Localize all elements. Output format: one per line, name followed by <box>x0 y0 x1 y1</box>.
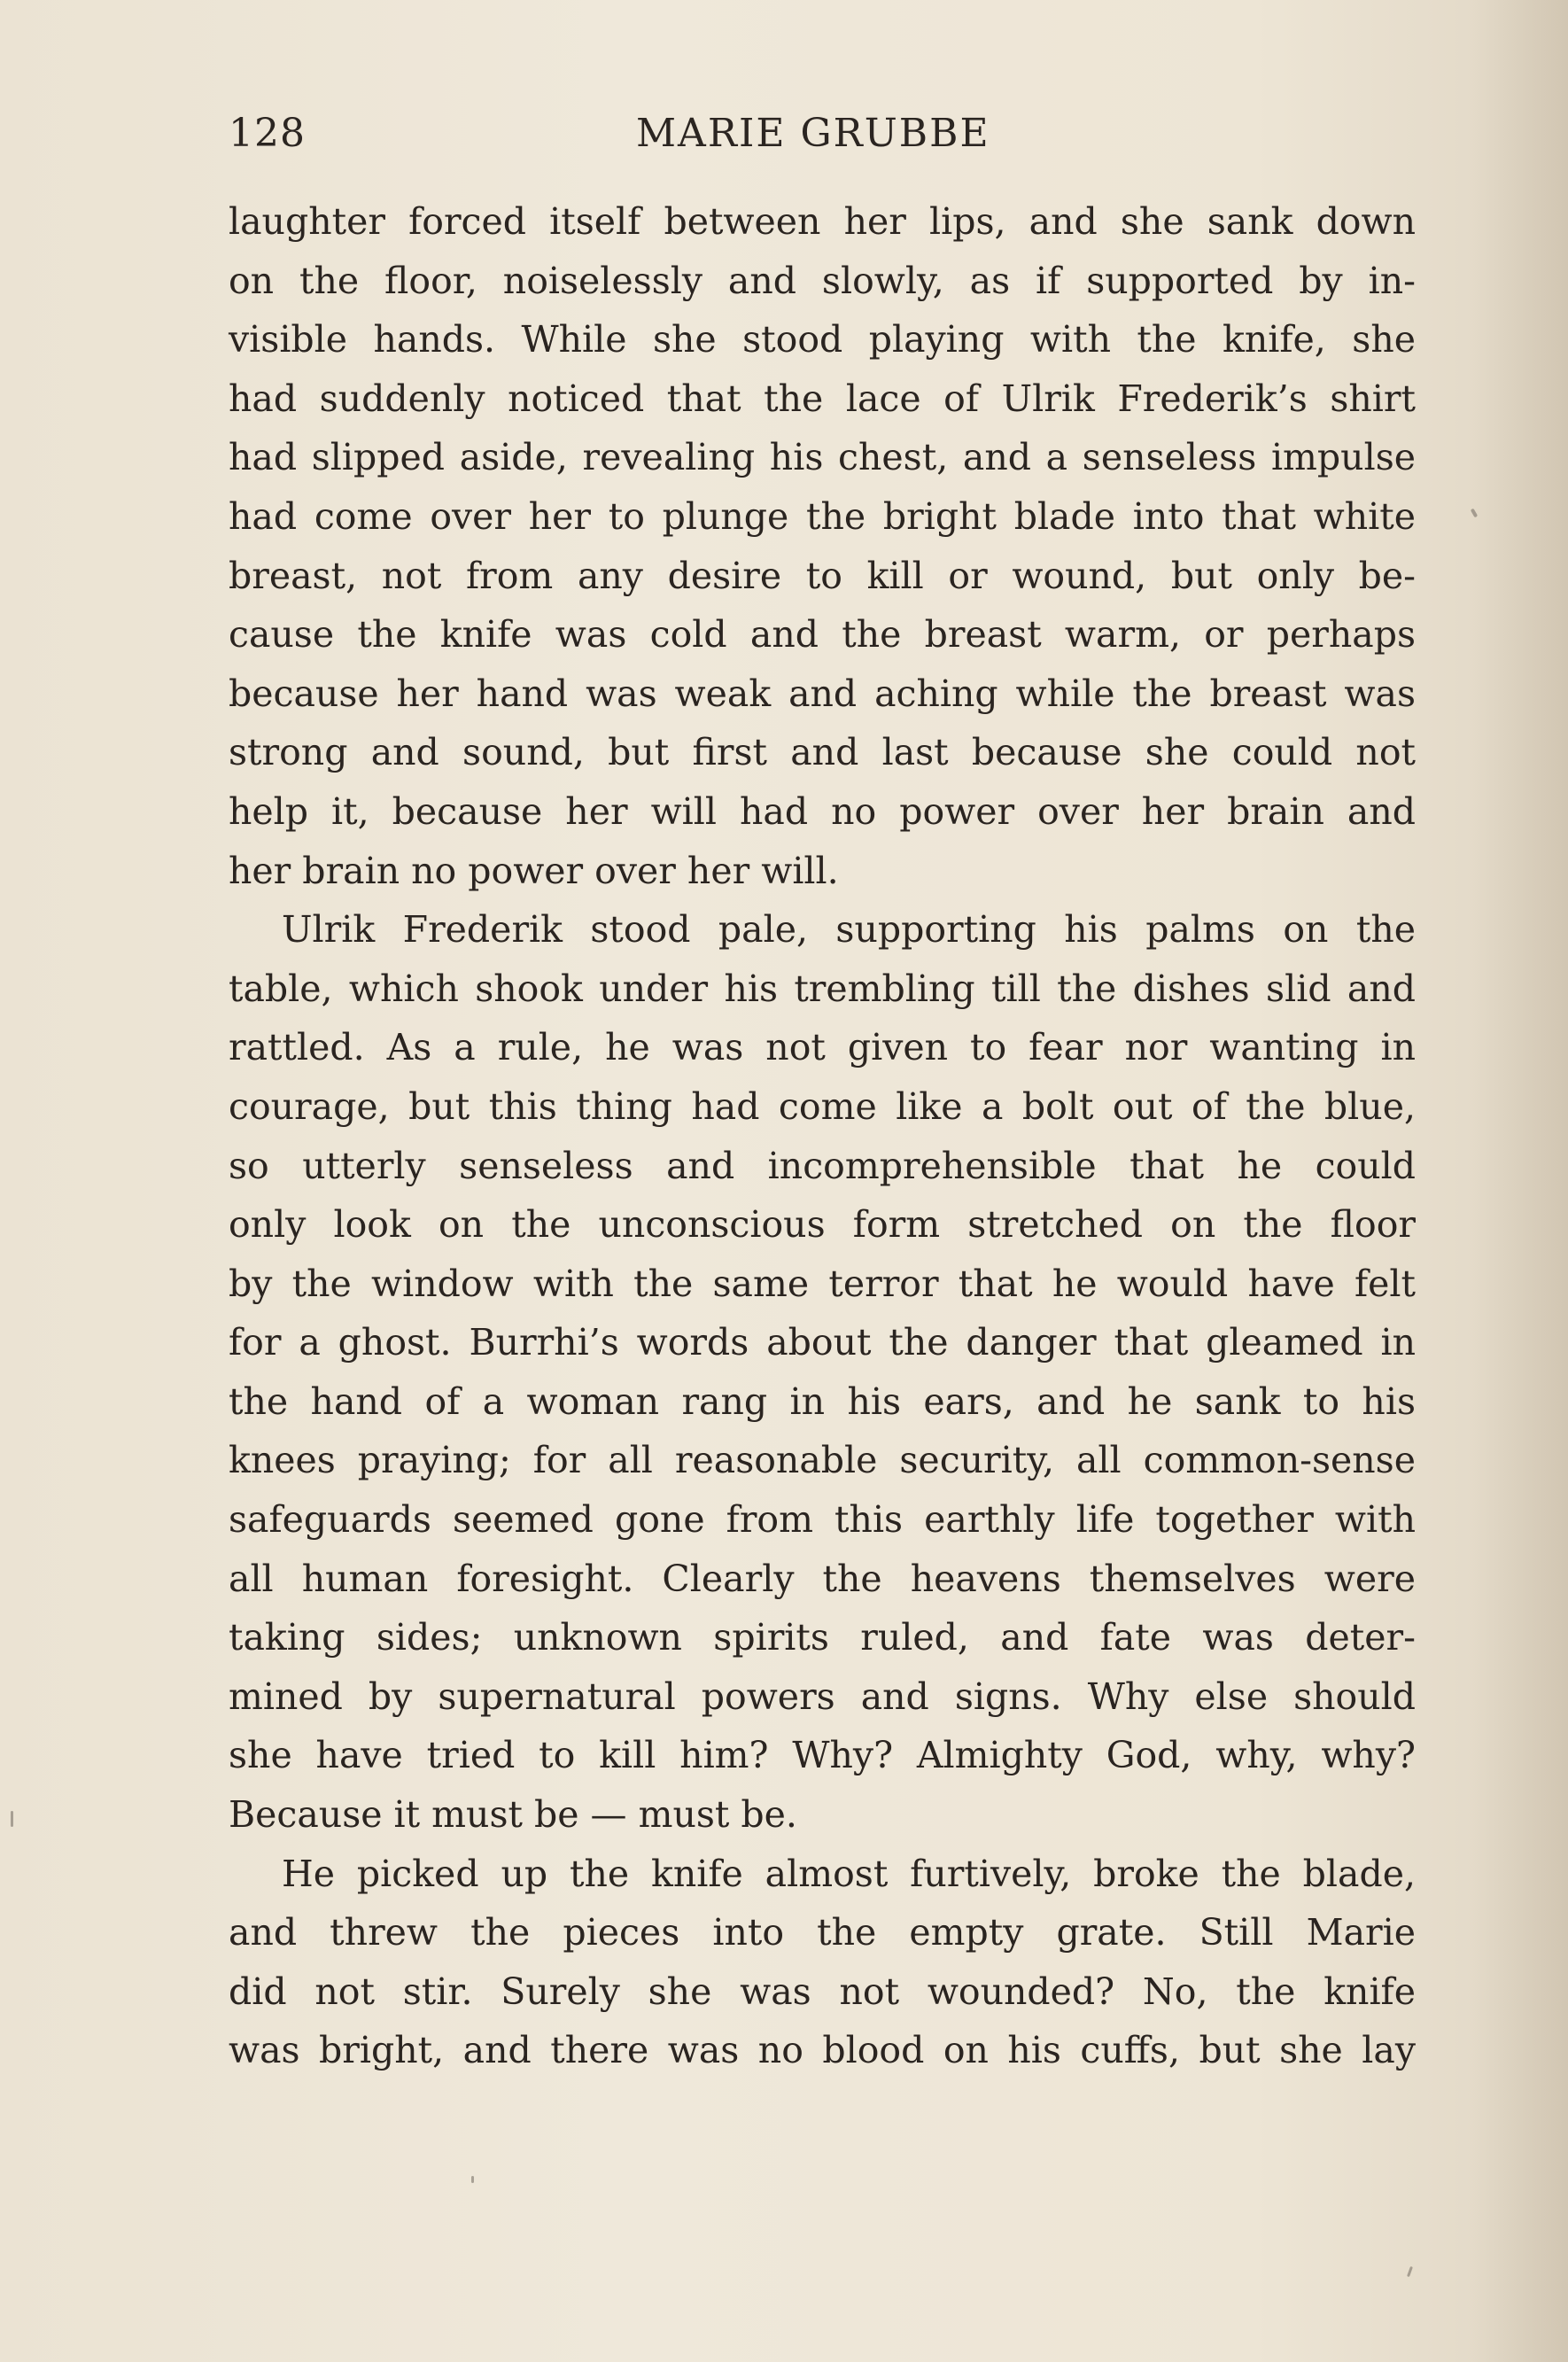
text-line: cause the knife was cold and the breast warm, or perhaps <box>229 613 1416 657</box>
text-line: because her hand was weak and aching while the breast was <box>229 672 1416 715</box>
text-line: was bright, and there was no blood on his cuffs, but she lay <box>229 2029 1416 2072</box>
text-line: had come over her to plunge the bright blade into that white <box>229 494 1416 538</box>
text-line: only look on the unconscious form stretched on the floor <box>229 1203 1416 1247</box>
text-line: Ulrik Frederik stood pale, supporting his palms on the <box>282 908 1416 952</box>
text-line: safeguards seemed gone from this earthly life together with <box>229 1498 1416 1542</box>
text-line: breast, not from any desire to kill or wound, but only be- <box>229 554 1416 597</box>
text-line: taking sides; unknown spirits ruled, and fate was deter- <box>229 1616 1416 1659</box>
text-line: by the window with the same terror that he would have felt <box>229 1262 1416 1305</box>
body-text <box>229 192 1416 2080</box>
paper-speck <box>1471 509 1478 518</box>
text-line: she have tried to kill him? Why? Almighty God, why, why? <box>229 1734 1416 1777</box>
paper-speck <box>11 1811 13 1827</box>
paper-speck <box>1407 2266 1413 2277</box>
text-line: had slipped aside, revealing his chest, and a senseless impulse <box>229 436 1416 479</box>
text-line: her brain no power over her will. <box>229 849 839 892</box>
text-line: and threw the pieces into the empty grate. Still Marie <box>229 1911 1416 1954</box>
text-line: table, which shook under his trembling till the dishes slid and <box>229 967 1416 1010</box>
page-number: 128 <box>229 111 306 156</box>
text-line: rattled. As a rule, he was not given to fear nor wanting in <box>229 1026 1416 1069</box>
running-head <box>229 103 1416 165</box>
text-line: help it, because her will had no power over her brain and <box>229 789 1416 833</box>
text-line: all human foresight. Clearly the heavens themselves were <box>229 1557 1416 1600</box>
running-title: MARIE GRUBBE <box>636 111 990 156</box>
text-line: had suddenly noticed that the lace of Ulrik Frederik’s shirt <box>229 377 1416 420</box>
text-line: strong and sound, but first and last because she could not <box>229 731 1416 774</box>
text-line: laughter forced itself between her lips, and she sank down <box>229 200 1416 243</box>
text-line: on the floor, noiselessly and slowly, as if supported by in- <box>229 259 1416 302</box>
text-line: did not stir. Surely she was not wounded? No, the knife <box>229 1970 1416 2013</box>
text-line: Because it must be — must be. <box>229 1793 797 1837</box>
text-line: He picked up the knife almost furtively, broke the blade, <box>282 1852 1416 1895</box>
text-line: knees praying; for all reasonable security, all common-sense <box>229 1439 1416 1482</box>
text-line: the hand of a woman rang in his ears, and he sank to his <box>229 1379 1416 1423</box>
text-line: mined by supernatural powers and signs. Why else should <box>229 1674 1416 1718</box>
text-line: courage, but this thing had come like a bolt out of the blue, <box>229 1084 1416 1128</box>
paper-speck <box>471 2176 474 2183</box>
text-line: visible hands. While she stood playing with the knife, she <box>229 318 1416 361</box>
text-line: so utterly senseless and incomprehensible that he could <box>229 1144 1416 1187</box>
text-line: for a ghost. Burrhi’s words about the danger that gleamed in <box>229 1321 1416 1364</box>
